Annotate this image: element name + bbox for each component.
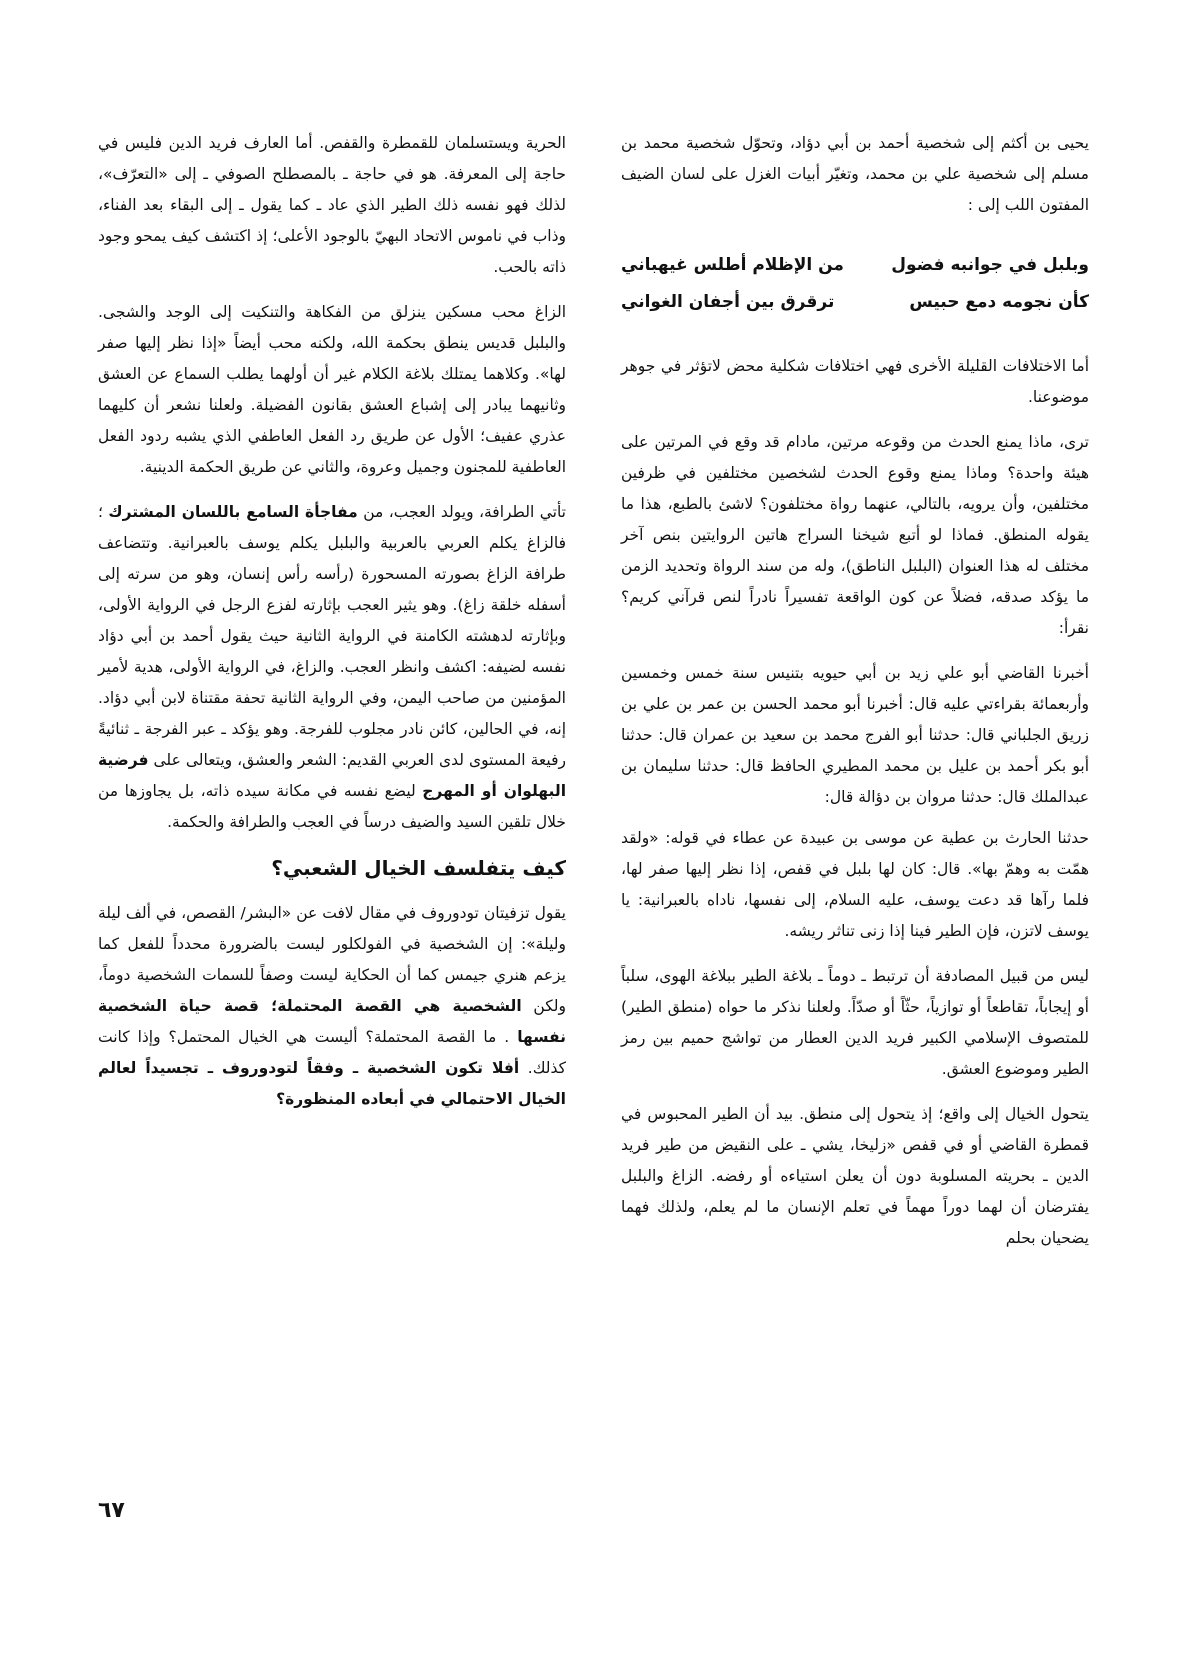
bold-text: أفلا تكون الشخصية ـ وفقاً لتودوروف ـ تجسيداً لعالم الخيال الاحتمالي في أبعاده المنظورة؟	[98, 1059, 566, 1108]
text-run: يقول تزفيتان تودوروف في مقال لافت عن «البشر/ القصص، في ألف ليلة وليلة»: إن الشخصية في الفولكلور ليست بالضرورة محدداً للفعل كما يزعم هنري جيمس كما أن الحكاية ليست وصفاً للسمات الشخصية دوماً، ولكن	[98, 904, 566, 1015]
right-column	[621, 128, 1089, 1268]
text-run: ليضع نفسه في مكانة سيده ذاته، بل يجاوزها من خلال تلقين السيد والضيف درساً في العجب والطرافة والحكمة.	[98, 782, 566, 831]
poem-verse	[621, 284, 1089, 321]
left-column	[98, 128, 566, 1129]
paragraph: الحرية ويستسلمان للقمطرة والقفص. أما العارف فريد الدين فليس في حاجة إلى المعرفة. هو في حاجة ـ بالمصطلح الصوفي ـ إلى «التعرّف»، لذلك فهو نفسه ذلك الطير الذي عاد ـ كما يقول ـ إلى البقاء بعد الفناء، وذاب في ناموس الاتحاد البهيّ بالوجود الأعلى؛ إذ اكتشف كيف يمحو وجود ذاته بالحب.	[98, 134, 566, 276]
poem-verse	[621, 247, 1089, 284]
paragraph	[98, 898, 566, 1115]
bold-text: الشخصية هي القصة المحتملة؛ قصة حياة الشخصية نفسها	[98, 997, 566, 1046]
paragraph: أما الاختلافات القليلة الأخرى فهي اختلافات شكلية محض لاتؤثر في جوهر موضوعنا.	[621, 357, 1089, 406]
text-run: . ما القصة المحتملة؟ أليست هي الخيال المحتمل؟ وإذا كانت كذلك.	[98, 1028, 566, 1077]
bold-text: فرضية البهلوان أو المهرج	[98, 751, 567, 800]
page-number: ٦٧	[98, 1498, 125, 1523]
paragraph: ليس من قبيل المصادفة أن ترتبط ـ دوماً ـ بلاغة الطير ببلاغة الهوى، سلباً أو إيجاباً، تقاطعاً أو توازياً، حثّاً أو صدّاً. ولعلنا نذكر ما حواه (منطق الطير) للمتصوف الإسلامي الكبير فريد الدين العطار من تواشج حميم بين رمز الطير وموضوع العشق.	[621, 967, 1089, 1078]
section-heading: كيف يتفلسف الخيال الشعبي؟	[271, 856, 566, 880]
poem	[621, 247, 1089, 321]
paragraph	[98, 497, 566, 838]
hemistich: وبلبل في جوانبه فضول	[891, 255, 1089, 275]
paragraph: ترى، ماذا يمنع الحدث من وقوعه مرتين، مادام قد وقع في المرتين على هيئة واحدة؟ وماذا يمنع وقوع الحدث لشخصين مختلفين في ظرفين مختلفين، وأن يرويه، بالتالي، عنهما رواة مختلفون؟ لاشئ بالطبع، هذا ما يقوله المنطق. فماذا لو أتبع شيخنا السراج هاتين الروايتين بنص آخر مختلف له هذا العنوان (البلبل الناطق)، وله من سند الرواة وتحديد الزمن ما يؤكد صدقه، فضلاً عن كون الواقعة تفسيراً نادراً لنص قرآني كريم؟ نقرأ:	[621, 433, 1089, 637]
text-run: ؛ فالزاغ يكلم العربي بالعربية والبلبل يكلم يوسف بالعبرانية. وتتضاعف طرافة الزاغ بصورته المسحورة (رأسه رأس إنسان، وهو من سرته إلى أسفله خلقة زاغ). وهو يثير العجب بإثارته لفزع الرجل في الرواية الأولى، وبإثارته لدهشته الكامنة في الرواية الثانية حيث يقول أحمد بن أبي دؤاد نفسه لضيفه: اكشف وانظر العجب. والزاغ، في الرواية الأولى، هدية لأمير المؤمنين من صاحب اليمن، وفي الرواية الثانية تحفة مقتناة لابن أبي دؤاد. إنه، في الحالين، كائن نادر مجلوب للفرجة. وهو يؤكد ـ عبر الفرجة ـ ثنائيةً رفيعة المستوى لدى العربي القديم: الشعر والعشق، ويتعالى على	[98, 503, 566, 769]
hemistich: كأن نجومه دمع حبيس	[909, 292, 1089, 312]
hemistich: ترقرق بين أجفان الغواني	[621, 292, 835, 312]
hemistich: من الإظلام أطلس غيهباني	[621, 255, 844, 275]
paragraph: يحيى بن أكثم إلى شخصية أحمد بن أبي دؤاد، وتحوّل شخصية محمد بن مسلم إلى شخصية علي بن محمد، وتغيّر أبيات الغزل على لسان الضيف المفتون اللب إلى :	[621, 134, 1089, 214]
paragraph: أخبرنا القاضي أبو علي زيد بن أبي حيويه بتنيس سنة خمس وخمسين وأربعمائة بقراءتي عليه قال: أخبرنا أبو محمد الحسن بن عمر بن علي بن زريق الجلباني قال: حدثنا أبو الفرج محمد بن سعيد بن عمران قال: حدثنا أبو بكر أحمد بن عليل بن محمد المطيري الحافظ قال: حدثنا سليمان بن عبدالملك قال: حدثنا مروان بن دؤالة قال:	[621, 664, 1089, 806]
text-run: تأتي الطرافة، ويولد العجب، من	[363, 503, 566, 521]
paragraph: حدثنا الحارث بن عطية عن موسى بن عبيدة عن عطاء في قوله: «ولقد همّت به وهمّ بها». قال: كان لها بلبل في قفص، إذا نظر إليها صفر لها، فلما رآها قد دعت يوسف، عليه السلام، إلى نفسها، ناداه بالعبرانية: يا يوسف لاتزن، فإن الطير فينا إذا زنى تناثر ريشه.	[621, 829, 1089, 940]
paragraph: الزاغ محب مسكين ينزلق من الفكاهة والتنكيت إلى الوجد والشجى. والبلبل قديس ينطق بحكمة الله، ولكنه محب أيضاً «إذا نظر إليها صفر لها». وكلاهما يمتلك بلاغة الكلام غير أن أولهما يطلب السماع عن العشق وثانيهما يبادر إلى إشباع العشق بقانون الفضيلة. ولعلنا نشعر أن كليهما عذري عفيف؛ الأول عن طريق رد الفعل العاطفي الذي يشبه ردود الفعل العاطفية للمجنون وجميل وعروة، والثاني عن طريق الحكمة الدينية.	[98, 303, 566, 476]
bold-text: مفاجأة السامع باللسان المشترك	[108, 503, 358, 521]
paragraph: يتحول الخيال إلى واقع؛ إذ يتحول إلى منطق. بيد أن الطير المحبوس في قمطرة القاضي أو في قفص «زليخا، يشي ـ على النقيض من طير فريد الدين ـ بحريته المسلوبة دون أن يعلن استياءه أو رفضه. الزاغ والبلبل يفترضان أن لهما دوراً مهماً في تعلم الإنسان ما لم يعلم، ولذلك فهما يضحيان بحلم	[621, 1105, 1089, 1247]
